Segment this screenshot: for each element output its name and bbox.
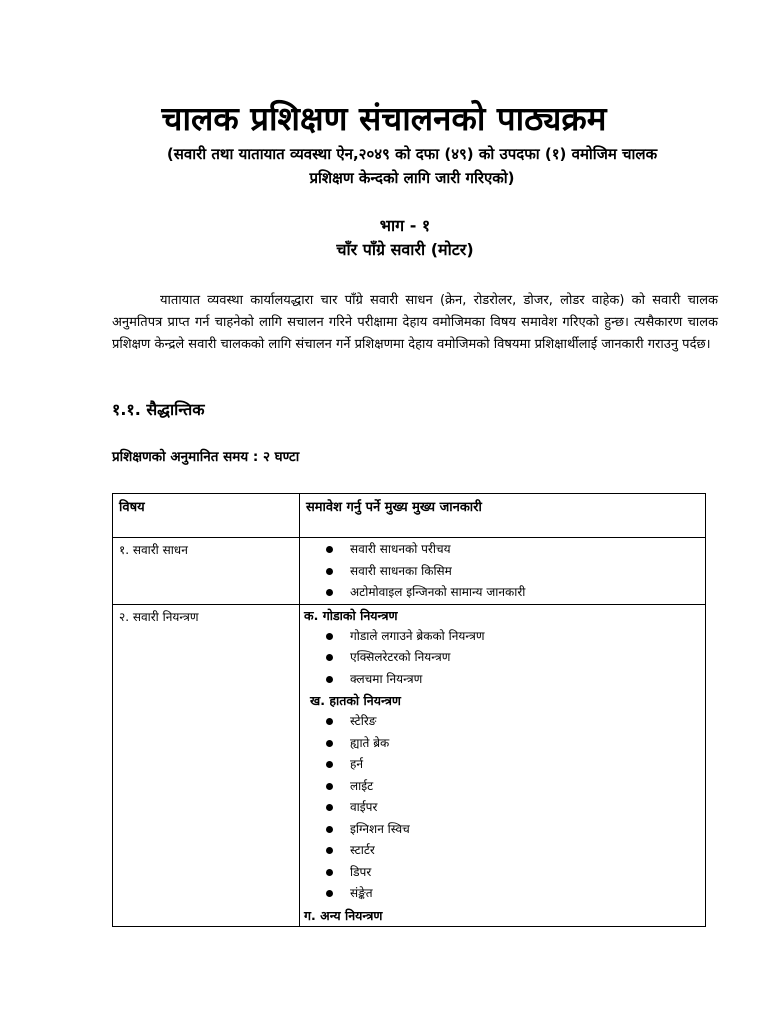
intro-paragraph: यातायात व्यवस्था कार्यालयद्धारा चार पाँग्रे सवारी साधन (क्रेन, रोडरोलर, डोजर, लोडर वाहेक) को सवारी चालक अनुमतिपत्र प्राप्त गर्न चाहनेको लागि सचालन गरिने परीक्षामा देहाय वमोजिमका विषय समावेश गरिएको हुन्छ। त्यसैकारण चालक प्रशिक्षण केन्द्रले सवारी चालकको लागि संचालन गर्ने प्रशिक्षणमा देहाय वमोजिमको विषयमा प्रशिक्षार्थीलाई जानकारी गराउनु पर्दछ। [112, 293, 718, 352]
table-row [113, 604, 706, 926]
list-item: स्टार्टर [300, 840, 705, 862]
table-cell-subject [113, 538, 300, 605]
table-cell-subject [113, 604, 300, 926]
list-item: हर्न [300, 754, 705, 776]
subtitle-line-2: प्रशिक्षण केन्दको लागि जारी गरिएको) [309, 169, 515, 187]
document-title: चालक प्रशिक्षण संचालनको पाठ्यक्रम [161, 99, 607, 138]
part-heading [0, 214, 768, 262]
subtitle-line-1: (सवारी तथा यातायात व्यवस्था ऐन,२०४९ को दफा (४९) को उपदफा (१) वमोजिम चालक [166, 145, 658, 163]
list-item: डिपर [300, 862, 705, 884]
group-title: क. गोडाको नियन्त्रण [304, 607, 398, 623]
document-subtitle [112, 142, 712, 190]
group-title: ग. अन्य नियन्त्रण [304, 907, 383, 923]
list-item: वाईपर [300, 797, 705, 819]
syllabus-table [112, 493, 706, 927]
part-title: चाँर पाँग्रे सवारी (मोटर) [336, 240, 474, 259]
table-header-cell [113, 494, 300, 538]
list-item: इग्निशन स्विच [300, 819, 705, 841]
header-info: समावेश गर्नु पर्ने मुख्य मुख्य जानकारी [306, 500, 482, 515]
group-title: ख. हातको नियन्त्रण [310, 693, 401, 708]
list-item: ह्याते ब्रेक [300, 733, 705, 755]
list-item: अटोमोवाइल इन्जिनको सामान्य जानकारी [300, 582, 705, 604]
table-cell-info [300, 604, 706, 926]
bullet-list [300, 538, 705, 604]
list-item: स्टेरिङ [300, 711, 705, 733]
list-item: एक्सिलरेटरको नियन्त्रण [300, 647, 705, 669]
part-label: भाग - १ [379, 216, 431, 235]
table-header-row [113, 494, 706, 538]
training-duration: प्रशिक्षणको अनुमानित समय : २ घण्टा [112, 449, 300, 465]
row-subject: १. सवारी साधन [119, 543, 188, 557]
bullet-list [300, 626, 705, 691]
table-row [113, 538, 706, 605]
list-item: क्लचमा नियन्त्रण [300, 669, 705, 691]
list-item: गोडाले लगाउने ब्रेकको नियन्त्रण [300, 626, 705, 648]
section-title: १.१. सैद्धान्तिक [112, 400, 205, 419]
row-subject: २. सवारी नियन्त्रण [119, 609, 199, 624]
header-subject: विषय [119, 500, 145, 515]
table-header-cell [300, 494, 706, 538]
bullet-list [300, 711, 705, 905]
list-item: लाईट [300, 776, 705, 798]
list-item: सवारी साधनका किसिम [300, 561, 705, 583]
table-cell-info [300, 538, 706, 605]
list-item: संङ्केत [300, 883, 705, 905]
list-item: सवारी साधनको परीचय [300, 539, 705, 561]
